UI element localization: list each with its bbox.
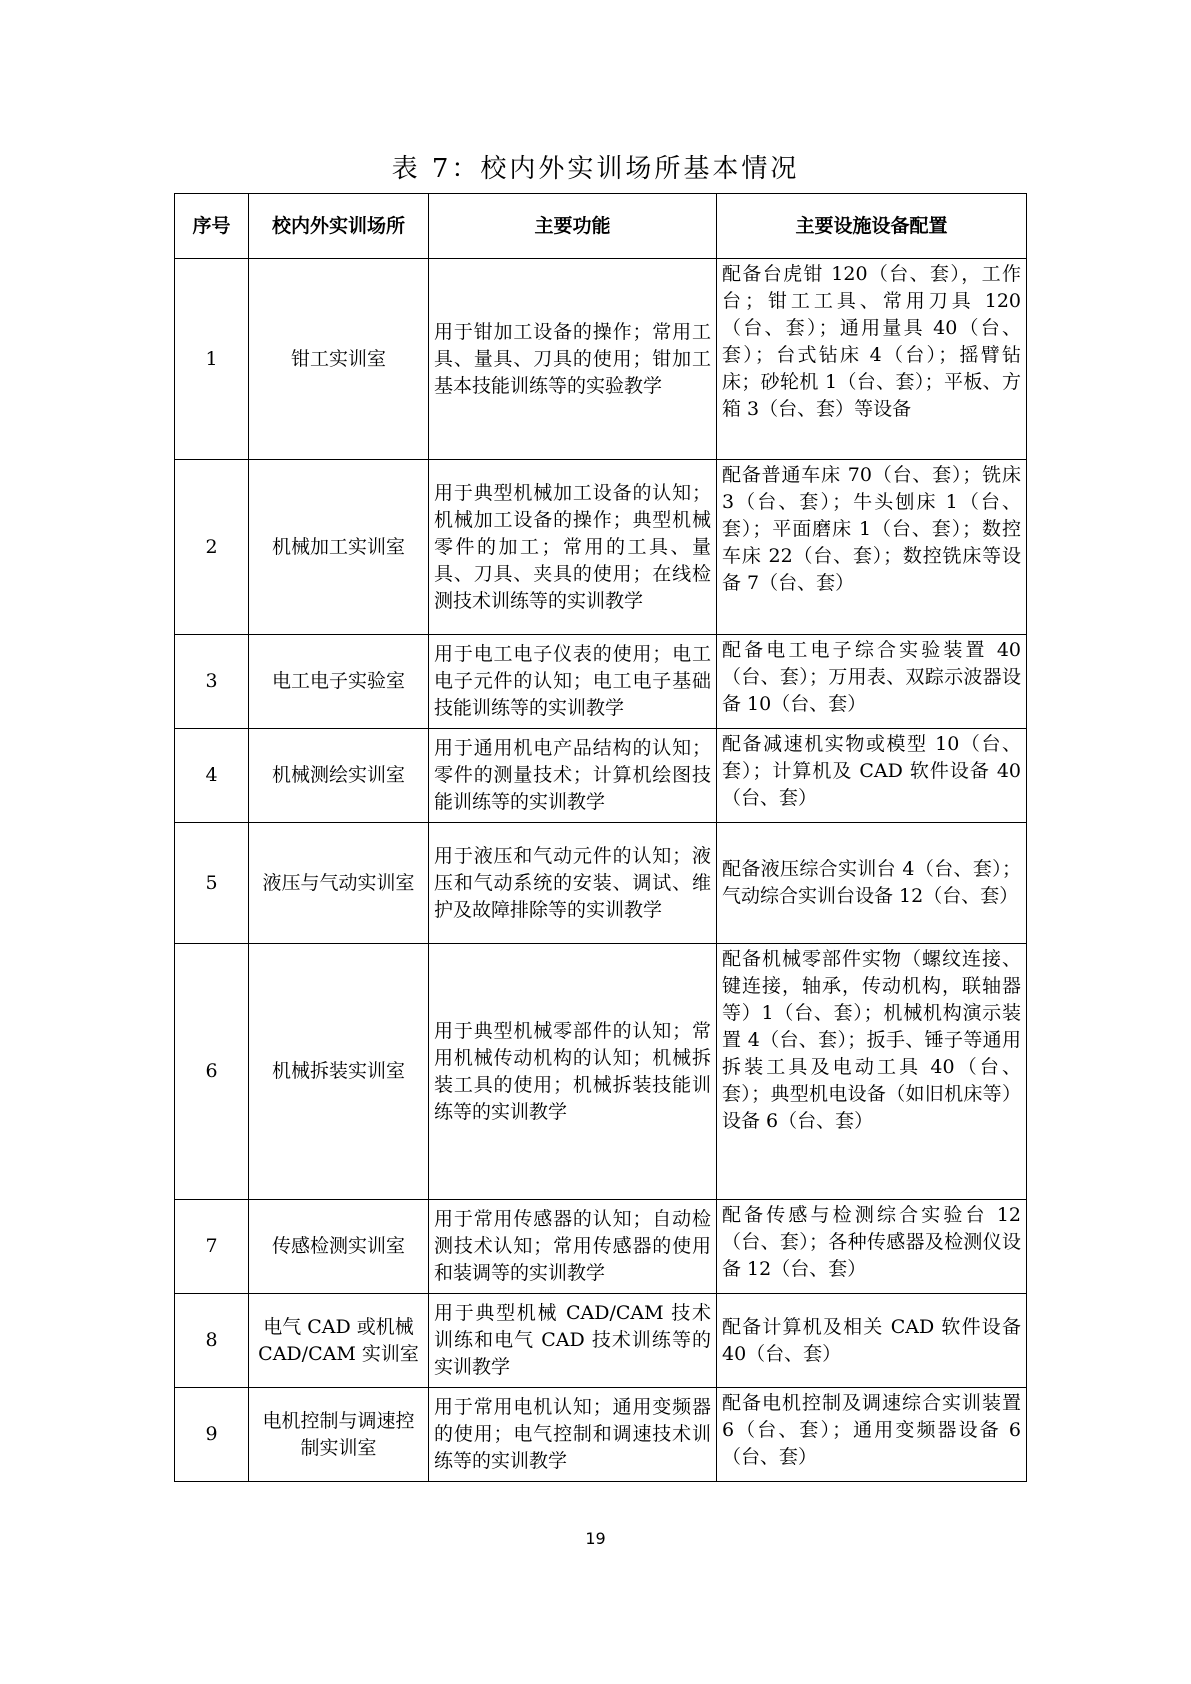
venue-equipment: 配备液压综合实训台 4（台、套）；气动综合实训台设备 12（台、套） (717, 823, 1027, 944)
venue-name: 电工电子实验室 (249, 635, 429, 729)
venue-name: 液压与气动实训室 (249, 823, 429, 944)
venue-equipment: 配备台虎钳 120（台、套），工作台；钳工工具、常用刀具 120（台、套）；通用量具 40（台、套）；台式钻床 4（台）；摇臂钻床；砂轮机 1（台、套）；平板、方箱 3（台、套）等设备 (717, 259, 1027, 460)
table-row (175, 823, 1027, 944)
venue-equipment: 配备普通车床 70（台、套）；铣床 3（台、套）；牛头刨床 1（台、套）；平面磨床 1（台、套）；数控车床 22（台、套）；数控铣床等设备 7（台、套） (717, 460, 1027, 635)
venue-equipment: 配备电机控制及调速综合实训装置 6（台、套）；通用变频器设备 6（台、套） (717, 1388, 1027, 1482)
venue-function: 用于典型机械加工设备的认知；机械加工设备的操作；典型机械零件的加工；常用的工具、量具、刀具、夹具的使用；在线检测技术训练等的实训教学 (429, 460, 717, 635)
venue-function: 用于典型机械零部件的认知；常用机械传动机构的认知；机械拆装工具的使用；机械拆装技能训练等的实训教学 (429, 944, 717, 1200)
row-number: 7 (175, 1200, 249, 1294)
page-number: 19 (585, 1529, 606, 1548)
table-row (175, 635, 1027, 729)
venue-name: 传感检测实训室 (249, 1200, 429, 1294)
row-number: 2 (175, 460, 249, 635)
row-number: 5 (175, 823, 249, 944)
venue-equipment: 配备电工电子综合实验装置 40（台、套）；万用表、双踪示波器设备 10（台、套） (717, 635, 1027, 729)
table-row (175, 944, 1027, 1200)
venue-name: 机械加工实训室 (249, 460, 429, 635)
header-function: 主要功能 (429, 194, 717, 259)
venue-equipment: 配备减速机实物或模型 10（台、套）；计算机及 CAD 软件设备 40（台、套） (717, 729, 1027, 823)
header-seq: 序号 (175, 194, 249, 259)
venue-name: 钳工实训室 (249, 259, 429, 460)
venue-function: 用于通用机电产品结构的认知；零件的测量技术；计算机绘图技能训练等的实训教学 (429, 729, 717, 823)
venue-function: 用于常用传感器的认知；自动检测技术认知；常用传感器的使用和装调等的实训教学 (429, 1200, 717, 1294)
venue-equipment: 配备传感与检测综合实验台 12（台、套）；各种传感器及检测仪设备 12（台、套） (717, 1200, 1027, 1294)
row-number: 1 (175, 259, 249, 460)
venue-equipment: 配备机械零部件实物（螺纹连接、键连接，轴承，传动机构，联轴器等）1（台、套）；机械机构演示装置 4（台、套）；扳手、锤子等通用拆装工具及电动工具 40（台、套）；典型机电设备（如旧机床等）设备 6（台、套） (717, 944, 1027, 1200)
venue-name: 机械测绘实训室 (249, 729, 429, 823)
facilities-table (174, 193, 1027, 1482)
venue-name: 电气 CAD 或机械 CAD/CAM 实训室 (249, 1294, 429, 1388)
row-number: 8 (175, 1294, 249, 1388)
venue-name: 电机控制与调速控制实训室 (249, 1388, 429, 1482)
row-number: 9 (175, 1388, 249, 1482)
table-row (175, 1388, 1027, 1482)
venue-equipment: 配备计算机及相关 CAD 软件设备 40（台、套） (717, 1294, 1027, 1388)
table-title: 表 7：校内外实训场所基本情况 (391, 154, 800, 184)
row-number: 3 (175, 635, 249, 729)
venue-function: 用于钳加工设备的操作；常用工具、量具、刀具的使用；钳加工基本技能训练等的实验教学 (429, 259, 717, 460)
table-row (175, 460, 1027, 635)
venue-function: 用于常用电机认知；通用变频器的使用；电气控制和调速技术训练等的实训教学 (429, 1388, 717, 1482)
table-row (175, 729, 1027, 823)
table-row (175, 1294, 1027, 1388)
venue-function: 用于液压和气动元件的认知；液压和气动系统的安装、调试、维护及故障排除等的实训教学 (429, 823, 717, 944)
venue-name: 机械拆装实训室 (249, 944, 429, 1200)
venue-function: 用于电工电子仪表的使用；电工电子元件的认知；电工电子基础技能训练等的实训教学 (429, 635, 717, 729)
table-header-row (175, 194, 1027, 259)
header-venue: 校内外实训场所 (249, 194, 429, 259)
venue-function: 用于典型机械 CAD/CAM 技术训练和电气 CAD 技术训练等的实训教学 (429, 1294, 717, 1388)
table-row (175, 259, 1027, 460)
row-number: 6 (175, 944, 249, 1200)
table-row (175, 1200, 1027, 1294)
row-number: 4 (175, 729, 249, 823)
header-equipment: 主要设施设备配置 (717, 194, 1027, 259)
